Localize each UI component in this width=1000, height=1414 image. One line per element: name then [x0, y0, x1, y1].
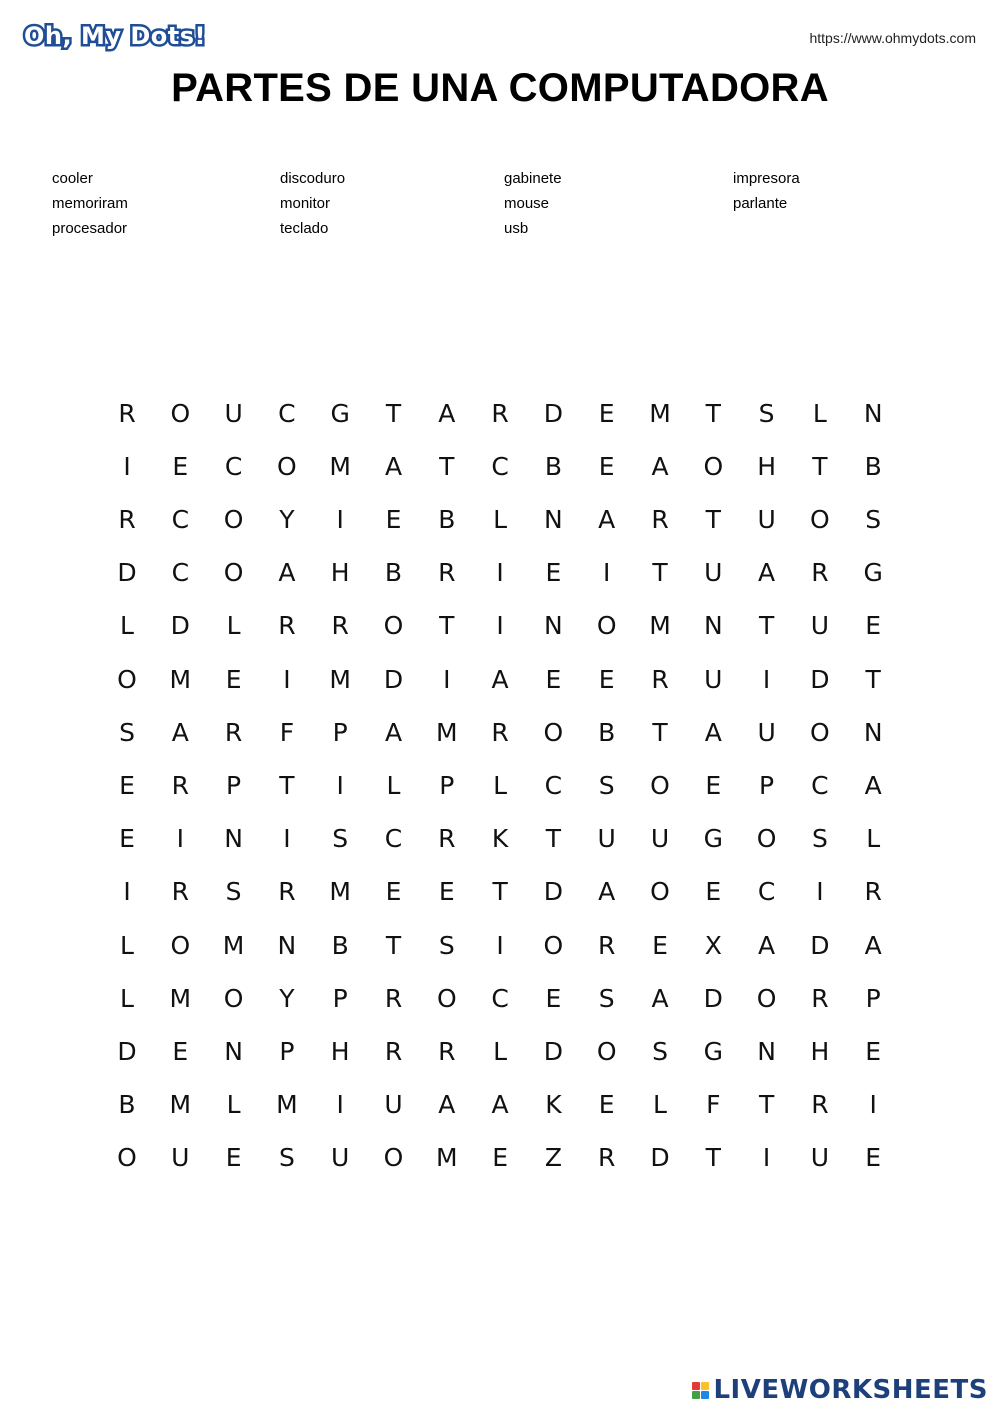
grid-letter[interactable]: E	[119, 824, 135, 854]
grid-letter[interactable]: I	[283, 824, 291, 854]
grid-letter[interactable]: I	[496, 930, 504, 960]
grid-letter[interactable]: R	[811, 983, 829, 1013]
grid-letter[interactable]: E	[225, 1143, 242, 1173]
grid-letter[interactable]: T	[705, 1143, 721, 1173]
grid-letter[interactable]: A	[171, 717, 189, 747]
grid-letter[interactable]: I	[336, 504, 344, 534]
grid-letter[interactable]: D	[117, 1036, 137, 1066]
grid-letter[interactable]: O	[543, 930, 564, 960]
grid-letter[interactable]: M	[649, 611, 671, 641]
letter-grid	[0, 386, 1000, 1186]
grid-letter[interactable]: O	[383, 611, 404, 641]
liveworksheets-icon-square	[692, 1391, 700, 1399]
grid-letter[interactable]: A	[278, 558, 296, 588]
grid-letter[interactable]: P	[332, 983, 348, 1013]
grid-letter[interactable]: U	[650, 824, 670, 854]
grid-letter[interactable]: S	[811, 824, 828, 854]
grid-letter[interactable]: R	[171, 770, 189, 800]
grid-letter[interactable]: S	[438, 930, 455, 960]
grid-letter[interactable]: T	[705, 398, 721, 428]
grid-letter[interactable]: P	[332, 717, 348, 747]
grid-letter[interactable]: R	[651, 504, 669, 534]
grid-letter[interactable]: K	[491, 824, 509, 854]
grid-letter[interactable]: M	[436, 717, 458, 747]
grid-letter[interactable]: G	[330, 398, 350, 428]
grid-letter[interactable]: N	[544, 611, 563, 641]
grid-letter[interactable]: C	[491, 451, 509, 481]
grid-letter[interactable]: T	[865, 664, 881, 694]
grid-letter[interactable]: T	[439, 611, 455, 641]
grid-letter[interactable]: M	[329, 451, 351, 481]
grid-letter[interactable]: O	[756, 983, 777, 1013]
grid-letter[interactable]: A	[758, 558, 776, 588]
grid-letter[interactable]: T	[812, 451, 828, 481]
grid-letter[interactable]: L	[226, 1090, 241, 1120]
grid-letter[interactable]: O	[277, 451, 297, 481]
grid-letter[interactable]: O	[223, 558, 244, 588]
grid-letter[interactable]: L	[386, 770, 401, 800]
grid-letter[interactable]: E	[598, 1090, 615, 1120]
word-list-item: cooler	[52, 170, 93, 187]
grid-letter[interactable]: E	[119, 770, 135, 800]
grid-letter[interactable]: R	[384, 983, 403, 1013]
grid-letter[interactable]: A	[491, 1090, 509, 1120]
grid-letter[interactable]: U	[331, 1143, 350, 1173]
grid-letter[interactable]: R	[171, 877, 189, 907]
grid-letter[interactable]: R	[118, 504, 136, 534]
liveworksheets-icon	[692, 1382, 709, 1399]
grid-letter[interactable]: A	[384, 451, 403, 481]
grid-letter[interactable]: I	[283, 664, 291, 694]
grid-letter[interactable]: N	[863, 398, 883, 428]
grid-letter[interactable]: S	[865, 504, 882, 534]
grid-letter[interactable]: C	[224, 451, 243, 481]
grid-letter[interactable]: A	[864, 770, 882, 800]
grid-letter[interactable]: G	[703, 1036, 723, 1066]
grid-letter[interactable]: I	[869, 1090, 877, 1120]
grid-letter[interactable]: E	[705, 877, 722, 907]
grid-letter[interactable]: R	[438, 1036, 456, 1066]
grid-letter[interactable]: O	[223, 983, 244, 1013]
grid-letter[interactable]: A	[384, 717, 403, 747]
grid-letter[interactable]: O	[543, 717, 564, 747]
grid-letter[interactable]: T	[652, 717, 668, 747]
grid-letter[interactable]: D	[170, 611, 190, 641]
grid-letter[interactable]: C	[278, 398, 296, 428]
grid-letter[interactable]: B	[331, 930, 349, 960]
grid-letter[interactable]: M	[222, 930, 245, 960]
grid-letter[interactable]: O	[170, 930, 191, 960]
grid-letter[interactable]: A	[704, 717, 722, 747]
grid-letter[interactable]: O	[436, 983, 457, 1013]
grid-letter[interactable]: S	[652, 1036, 668, 1066]
grid-letter[interactable]: R	[491, 398, 509, 428]
grid-letter[interactable]: E	[385, 877, 402, 907]
grid-letter[interactable]: N	[544, 504, 563, 534]
grid-letter[interactable]: E	[172, 451, 189, 481]
grid-letter[interactable]: U	[171, 1143, 190, 1173]
grid-letter[interactable]: N	[863, 717, 883, 747]
grid-letter[interactable]: M	[169, 664, 192, 694]
word-list-item: monitor	[280, 195, 331, 212]
grid-letter[interactable]: Y	[279, 504, 295, 534]
grid-letter[interactable]: C	[171, 504, 190, 534]
grid-letter[interactable]: C	[491, 983, 509, 1013]
grid-letter[interactable]: A	[438, 398, 456, 428]
grid-letter[interactable]: R	[384, 1036, 403, 1066]
grid-letter[interactable]: P	[279, 1036, 295, 1066]
grid-letter[interactable]: L	[493, 504, 508, 534]
grid-letter[interactable]: O	[596, 1036, 617, 1066]
grid-letter[interactable]: A	[438, 1090, 456, 1120]
grid-letter[interactable]: L	[120, 983, 134, 1013]
word-list-item: usb	[504, 220, 529, 237]
ohmydots-logo: Oh, My Dots!	[24, 22, 206, 50]
grid-letter[interactable]: X	[704, 930, 722, 960]
grid-letter[interactable]: U	[810, 611, 830, 641]
word-list-item: gabinete	[504, 170, 562, 187]
grid-letter[interactable]: T	[385, 398, 402, 428]
grid-letter[interactable]: U	[597, 824, 616, 854]
grid-letter[interactable]: I	[762, 1143, 771, 1173]
grid-letter[interactable]: B	[118, 1090, 136, 1120]
grid-letter[interactable]: I	[762, 664, 771, 694]
grid-letter[interactable]: M	[329, 877, 351, 907]
grid-letter[interactable]: R	[811, 1090, 829, 1120]
grid-letter[interactable]: I	[496, 558, 504, 588]
grid-letter[interactable]: M	[436, 1143, 458, 1173]
grid-letter[interactable]: B	[598, 717, 616, 747]
grid-letter[interactable]: D	[703, 983, 723, 1013]
grid-letter[interactable]: E	[652, 930, 668, 960]
grid-letter[interactable]: R	[864, 877, 882, 907]
grid-letter[interactable]: E	[492, 1143, 508, 1173]
grid-letter[interactable]: O	[650, 770, 670, 800]
grid-letter[interactable]: T	[652, 558, 668, 588]
grid-letter[interactable]: H	[330, 1036, 350, 1066]
grid-letter[interactable]: O	[170, 398, 191, 428]
grid-letter[interactable]: P	[759, 770, 775, 800]
grid-letter[interactable]: R	[438, 824, 456, 854]
word-list-item: memoriram	[52, 195, 128, 212]
grid-letter[interactable]: L	[493, 1036, 508, 1066]
grid-letter[interactable]: D	[810, 930, 830, 960]
grid-letter[interactable]: D	[117, 558, 137, 588]
grid-letter[interactable]: T	[545, 824, 562, 854]
grid-letter[interactable]: N	[224, 1036, 243, 1066]
grid-letter[interactable]: A	[651, 983, 669, 1013]
grid-letter[interactable]: D	[543, 1036, 564, 1066]
grid-letter[interactable]: D	[650, 1143, 670, 1173]
grid-letter[interactable]: L	[866, 824, 881, 854]
grid-letter[interactable]: N	[703, 611, 723, 641]
grid-letter[interactable]: R	[491, 717, 509, 747]
grid-letter[interactable]: B	[438, 504, 456, 534]
grid-letter[interactable]: B	[384, 558, 403, 588]
grid-letter[interactable]: R	[118, 398, 136, 428]
grid-letter[interactable]: R	[438, 558, 456, 588]
grid-letter[interactable]: S	[758, 398, 775, 428]
grid-letter[interactable]: L	[120, 611, 134, 641]
grid-letter[interactable]: A	[598, 504, 616, 534]
grid-letter[interactable]: O	[810, 717, 830, 747]
grid-letter[interactable]: U	[224, 398, 243, 428]
grid-letter[interactable]: T	[758, 1090, 775, 1120]
grid-letter[interactable]: I	[603, 558, 611, 588]
grid-letter[interactable]: I	[336, 1090, 344, 1120]
grid-letter[interactable]: M	[169, 983, 192, 1013]
word-list-item: teclado	[280, 220, 329, 237]
grid-letter[interactable]: Y	[279, 983, 295, 1013]
grid-letter[interactable]: E	[598, 451, 615, 481]
grid-letter[interactable]: L	[653, 1090, 667, 1120]
grid-letter[interactable]: I	[816, 877, 824, 907]
grid-letter[interactable]: N	[224, 824, 243, 854]
grid-letter[interactable]: I	[123, 877, 131, 907]
grid-letter[interactable]: A	[758, 930, 776, 960]
grid-letter[interactable]: R	[811, 558, 829, 588]
grid-letter[interactable]: E	[545, 983, 562, 1013]
word-list	[0, 169, 1000, 249]
grid-letter[interactable]: T	[758, 611, 775, 641]
grid-letter[interactable]: T	[705, 504, 721, 534]
grid-letter[interactable]: T	[439, 451, 455, 481]
grid-letter[interactable]: E	[865, 611, 882, 641]
word-list-item: procesador	[52, 220, 128, 237]
liveworksheets-icon-square	[692, 1382, 700, 1390]
grid-letter[interactable]: E	[598, 664, 615, 694]
grid-letter[interactable]: R	[278, 877, 296, 907]
grid-letter[interactable]: F	[706, 1090, 721, 1120]
grid-letter[interactable]: T	[385, 930, 402, 960]
grid-letter[interactable]: H	[757, 451, 776, 481]
grid-letter[interactable]: U	[704, 664, 723, 694]
grid-letter[interactable]: E	[172, 1036, 189, 1066]
grid-letter[interactable]: E	[865, 1143, 882, 1173]
grid-letter[interactable]: R	[651, 664, 669, 694]
grid-letter[interactable]: M	[329, 664, 351, 694]
grid-letter[interactable]: E	[545, 664, 562, 694]
grid-letter[interactable]: O	[117, 664, 137, 694]
grid-letter[interactable]: O	[810, 504, 830, 534]
grid-letter[interactable]: S	[332, 824, 349, 854]
liveworksheets-label: LIVEWORKSHEETS	[713, 1375, 988, 1405]
grid-letter[interactable]: I	[176, 824, 184, 854]
grid-letter[interactable]: D	[383, 664, 404, 694]
grid-letter[interactable]: O	[223, 504, 244, 534]
liveworksheets-brand	[692, 1374, 988, 1406]
grid-letter[interactable]: B	[864, 451, 882, 481]
page-title: PARTES DE UNA COMPUTADORA	[171, 66, 829, 110]
grid-letter[interactable]: E	[545, 558, 562, 588]
grid-letter[interactable]: A	[864, 930, 882, 960]
word-list-item: discoduro	[280, 170, 346, 187]
grid-letter[interactable]: E	[385, 504, 402, 534]
grid-letter[interactable]: S	[278, 1143, 295, 1173]
grid-letter[interactable]: Z	[544, 1143, 562, 1173]
grid-letter[interactable]: S	[119, 717, 135, 747]
grid-letter[interactable]: L	[493, 770, 508, 800]
grid-letter[interactable]: G	[703, 824, 723, 854]
grid-letter[interactable]: D	[543, 398, 564, 428]
grid-letter[interactable]: O	[117, 1143, 137, 1173]
word-list-item: parlante	[733, 195, 788, 212]
grid-letter[interactable]: R	[598, 930, 616, 960]
grid-letter[interactable]: T	[279, 770, 295, 800]
grid-letter[interactable]: I	[336, 770, 344, 800]
grid-letter[interactable]: U	[810, 1143, 830, 1173]
grid-letter[interactable]: B	[544, 451, 562, 481]
grid-letter[interactable]: C	[384, 824, 403, 854]
grid-letter[interactable]: O	[596, 611, 617, 641]
grid-letter[interactable]: G	[863, 558, 883, 588]
grid-letter[interactable]: S	[225, 877, 242, 907]
grid-letter[interactable]: F	[279, 717, 295, 747]
grid-letter[interactable]: S	[598, 770, 615, 800]
grid-letter[interactable]: R	[224, 717, 243, 747]
grid-letter[interactable]: I	[496, 611, 504, 641]
grid-letter[interactable]: O	[383, 1143, 404, 1173]
grid-letter[interactable]: E	[598, 398, 615, 428]
grid-letter[interactable]: A	[491, 664, 509, 694]
grid-letter[interactable]: L	[812, 398, 827, 428]
grid-letter[interactable]: N	[757, 1036, 776, 1066]
site-url: https://www.ohmydots.com	[809, 30, 976, 46]
grid-letter[interactable]: E	[225, 664, 242, 694]
grid-letter[interactable]: U	[757, 717, 776, 747]
grid-letter[interactable]: O	[703, 451, 724, 481]
grid-letter[interactable]: E	[705, 770, 722, 800]
grid-letter[interactable]: U	[384, 1090, 403, 1120]
grid-letter[interactable]: N	[277, 930, 297, 960]
grid-letter[interactable]: E	[438, 877, 455, 907]
word-list-item: impresora	[733, 170, 800, 187]
grid-letter[interactable]: I	[443, 664, 451, 694]
grid-letter[interactable]: L	[120, 930, 134, 960]
liveworksheets-icon-square	[701, 1391, 709, 1399]
grid-letter[interactable]: P	[865, 983, 881, 1013]
grid-letter[interactable]: C	[171, 558, 190, 588]
grid-letter[interactable]: D	[543, 877, 564, 907]
grid-letter[interactable]: T	[492, 877, 508, 907]
grid-letter[interactable]: P	[226, 770, 242, 800]
word-list-item: mouse	[504, 195, 550, 212]
grid-letter[interactable]: C	[757, 877, 776, 907]
grid-letter[interactable]: U	[757, 504, 776, 534]
grid-letter[interactable]: I	[123, 451, 131, 481]
grid-letter[interactable]: C	[811, 770, 829, 800]
grid-letter[interactable]: R	[278, 611, 296, 641]
liveworksheets-icon-square	[701, 1382, 709, 1390]
grid-letter[interactable]: O	[756, 824, 777, 854]
grid-letter[interactable]: R	[598, 1143, 616, 1173]
grid-letter[interactable]: H	[810, 1036, 830, 1066]
grid-letter[interactable]: M	[649, 398, 671, 428]
grid-letter[interactable]: A	[598, 877, 616, 907]
grid-letter[interactable]: H	[330, 558, 350, 588]
grid-letter[interactable]: A	[651, 451, 669, 481]
grid-letter[interactable]: R	[331, 611, 349, 641]
grid-letter[interactable]: K	[545, 1090, 562, 1120]
grid-letter[interactable]: C	[544, 770, 563, 800]
grid-letter[interactable]: U	[704, 558, 723, 588]
grid-letter[interactable]: M	[276, 1090, 298, 1120]
grid-letter[interactable]: P	[439, 770, 455, 800]
grid-letter[interactable]: D	[810, 664, 830, 694]
grid-letter[interactable]: S	[598, 983, 615, 1013]
grid-letter[interactable]: O	[650, 877, 670, 907]
grid-letter[interactable]: E	[865, 1036, 882, 1066]
grid-letter[interactable]: L	[226, 611, 241, 641]
grid-letter[interactable]: M	[169, 1090, 192, 1120]
